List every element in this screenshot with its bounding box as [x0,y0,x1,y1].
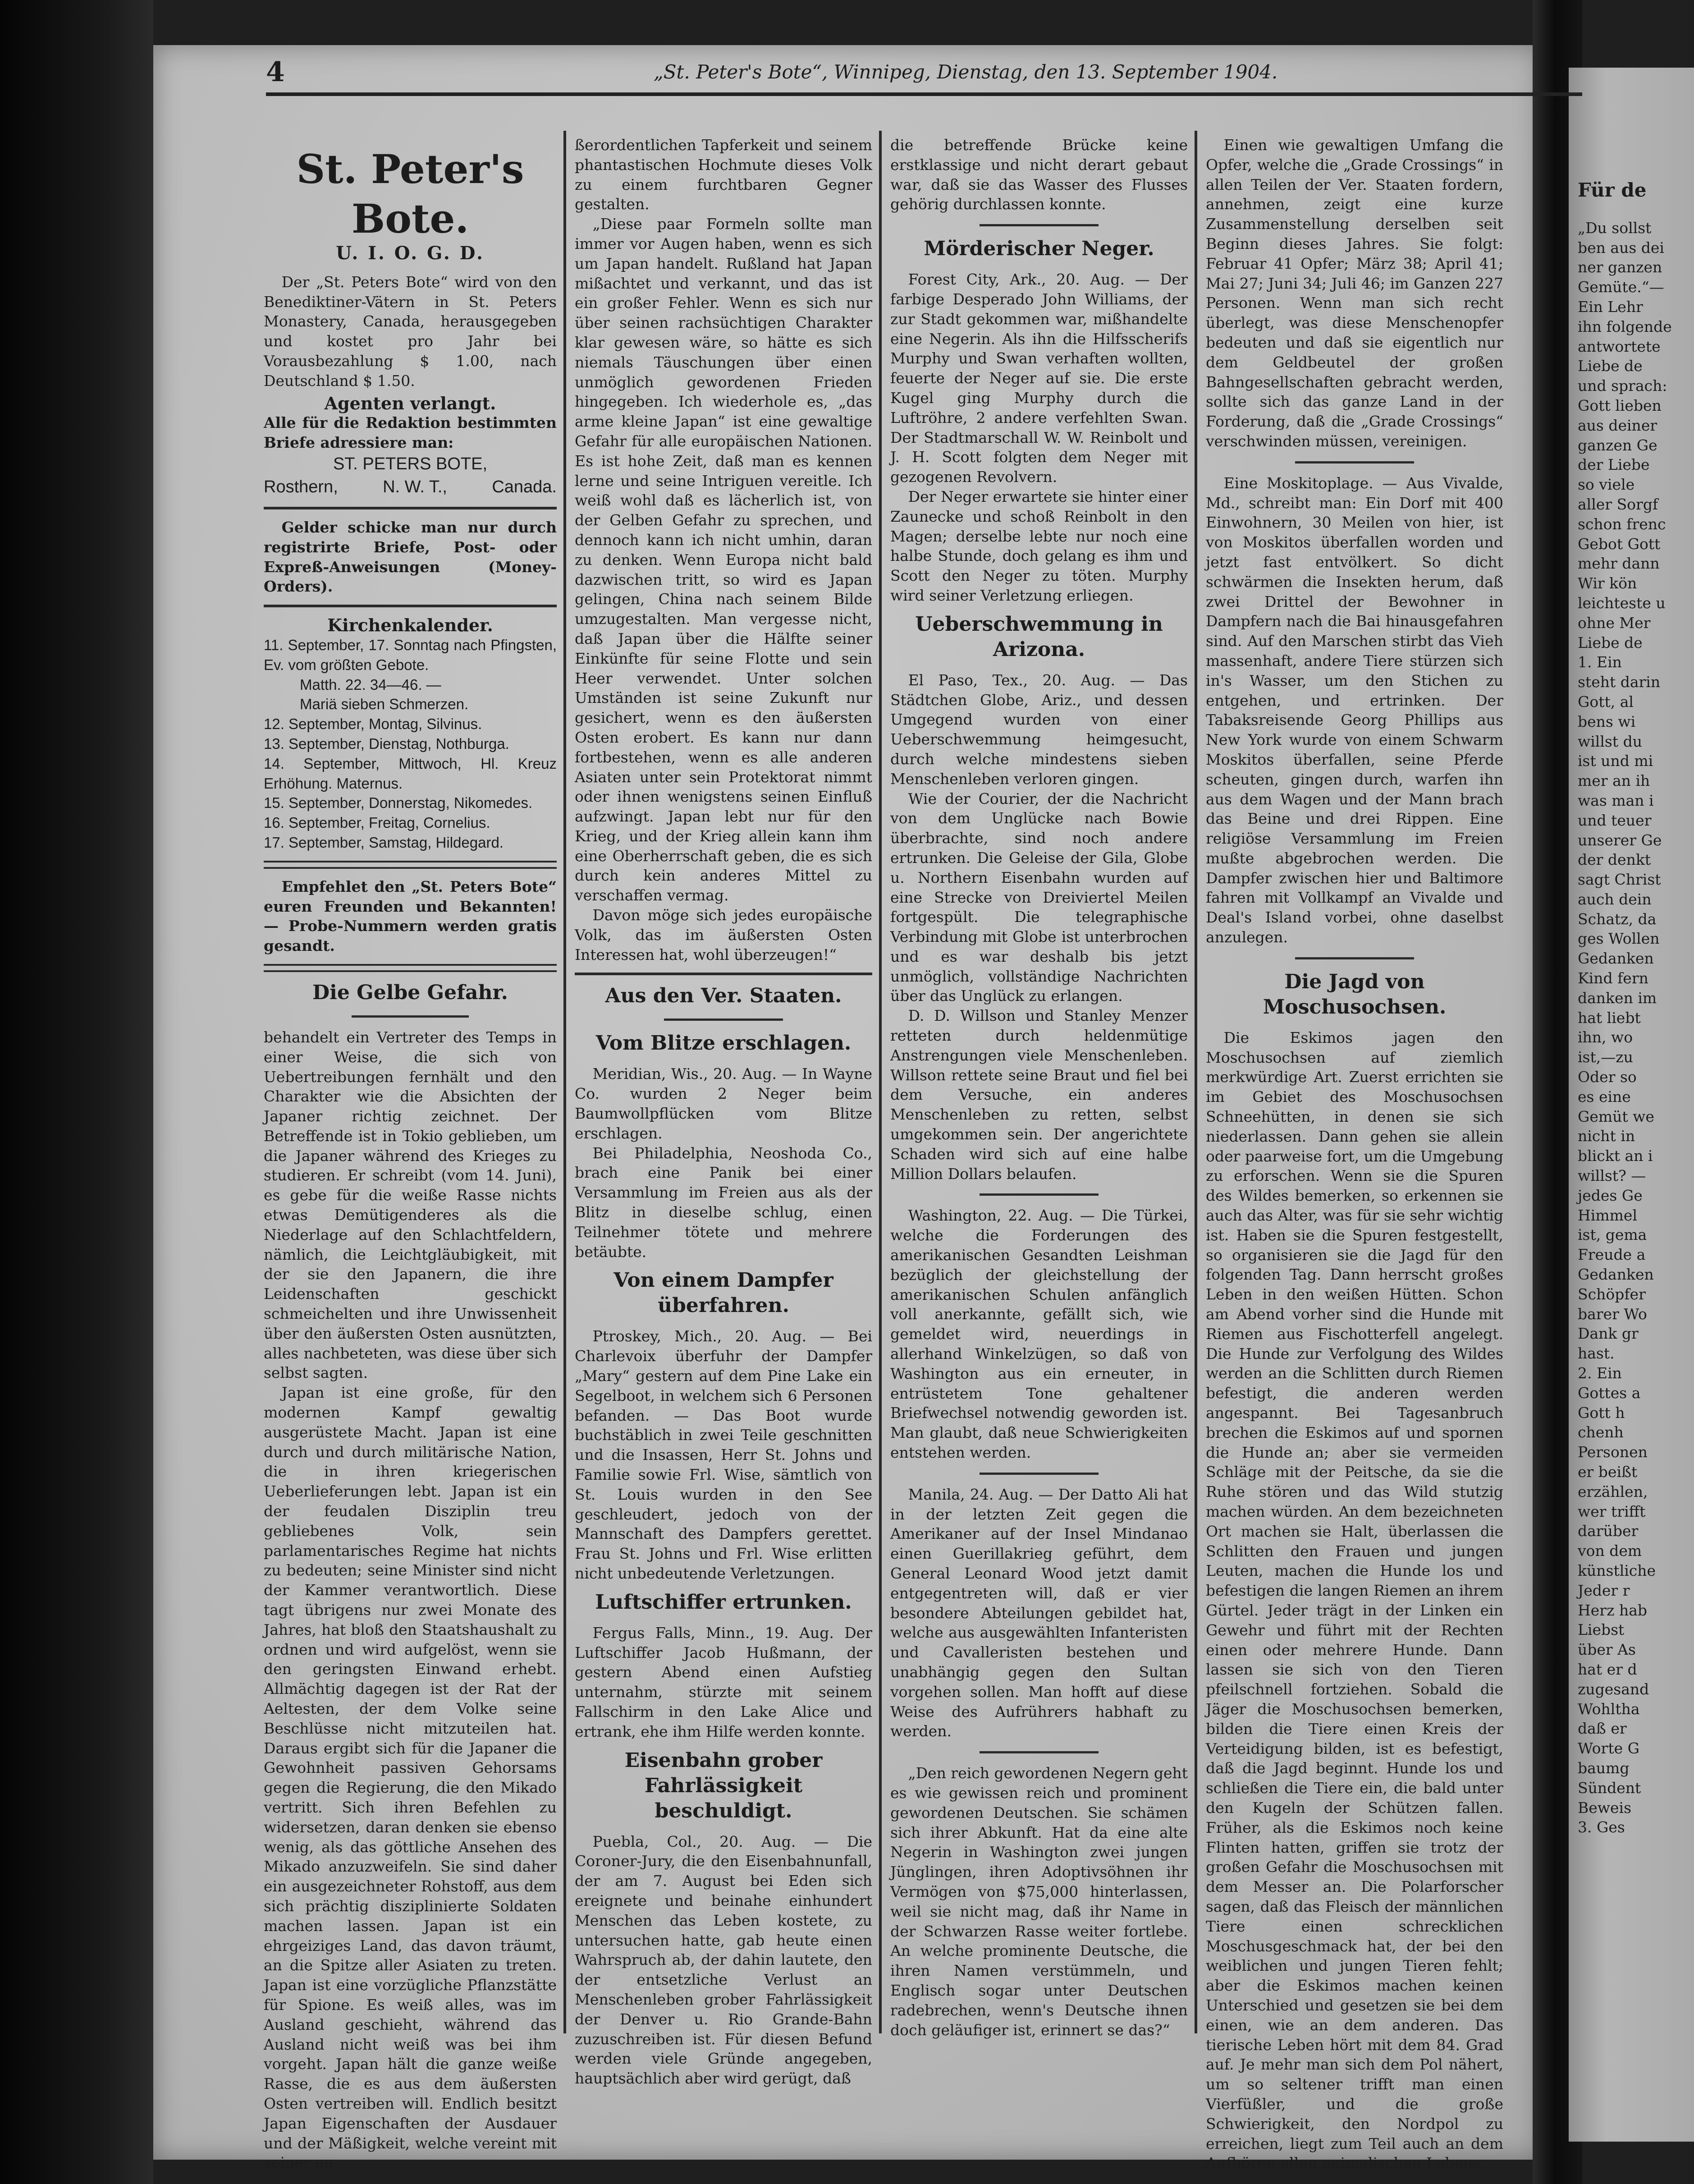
divider [264,861,557,869]
masthead-subtitle: U. I. O. G. D. [336,243,485,264]
article-paragraph: ßerordentlichen Tapferkeit und seinem phantastischen Hochmute dieses Volk zu einem furchtbaren Gegner gestalten. [575,136,872,213]
address-country: Canada. [492,477,557,496]
divider [980,1473,1099,1475]
article-heading: Vom Blitze erschlagen. [595,1032,852,1055]
adjacent-page-line: Beweis [1578,1799,1632,1817]
adjacent-page-line: Himmel [1578,1206,1637,1224]
article-heading: Mörderischer Neger. [924,237,1154,261]
column-rule [879,131,882,2033]
divider [664,1019,783,1021]
adjacent-page-line: Gebot Gott [1578,535,1661,553]
kalender-entry: 16. September, Freitag, Cornelius. [264,814,490,831]
address-intro: Alle für die Redaktion bestimmten Briefe adressiere man: [264,414,557,452]
adjacent-page-line: Wir kön [1578,574,1637,592]
address-line [264,475,557,499]
article-heading: Ueberschwemmung in Arizona. [915,612,1163,661]
adjacent-page-line: ist und mi [1578,752,1653,770]
kalender-list [264,635,557,853]
article-paragraph: behandelt ein Vertreter des Temps in einer Weise, die sich von Uebertreibungen fernhält und den Charakter wie die Absichten der Japaner richtig zeichnet. Der Betreffende ist in Tokio geblieben, um die Japaner während des Krieges zu studieren. Er schreibt (vom 14. Juni), es gebe für die weiße Rasse nichts etwas Demütigenderes als die Niederlage auf den Schlachtfeldern, nämlich, die Leichtgläubigkeit, mit der sie den Japanern, die ihre Leidenschaften geschickt schmeichelten und ihre Unwissenheit über den äußersten Osten ausnützten, alles nachbeteten, was diese über sich selbst sagten. [264,1028,557,1382]
article-paragraph: Japan ist eine große, für den modernen Kampf gewaltig ausgerüstete Macht. Japan ist eine durch und durch militärische Nation, die in ihren kriegerischen Ueberlieferungen lebt. Japan ist ein der feudalen Disziplin treu gebliebenes Volk, sein parlamentarisches Regime hat nichts zu bedeuten; seine Minister sind nicht der Kammer verantwortlich. Diese tagt übrigens nur zwei Monate des Jahres, hat bloß den Staatshaushalt zu ordnen und wird aufgelöst, wenn sie den geringsten Einwand erhebt. Allmächtig dagegen ist der Rat der Aeltesten, der dem Volke seine Beschlüsse nicht mitzuteilen hat. Daraus ergibt sich für die Japaner die Gewohnheit passiven Gehorsams gegen die Regierung, die den Mikado vertritt. Sich ihren Befehlen zu widersetzen, daran denken sie ebenso wenig, als das göttliche Ansehen des Mikado anzuzweifeln. Sie sind daher ein ausgezeichneter Rohstoff, aus dem sich prächtig disziplinierte Soldaten machen lassen. Japan ist ein ehrgeiziges Land, das davon träumt, an die Spitze aller Asiaten zu treten. Japan ist eine vorzügliche Pflanzstätte für Spione. Es weiß alles, was im Ausland geschieht, während das Ausland nicht weiß was bei ihm vorgeht. Japan hält die ganze weiße Rasse, die es aus dem äußersten Osten vertreiben will. Endlich besitzt Japan Eigenschaften der Ausdauer und der Mäßigkeit, welche vereint mit seiner au- [264,1384,557,2172]
divider [980,1193,1099,1196]
kalender-entry: Matth. 22. 34—46. — [300,676,441,693]
article-paragraph: Eine Moskitoplage. — Aus Vivalde, Md., schreibt man: Ein Dorf mit 400 Einwohnern, 30 Meilen von hier, ist von Moskitos überfallen worden und jetzt fast entvölkert. So dicht schwärmen die Insekten herum, daß zwei Drittel der Bewohner in Dampfern nach die Bai hinausgefahren sind. Auf den Marschen stirbt das Vieh massenhaft, andere Tiere stürzen sich in's Wasser, um den Stichen zu entgehen, und ertrinken. Der Tabaksreisende Georg Phillips aus New York wurde von einem Schwarm Moskitos überfallen, seine Pferde scheuten, gingen durch, warfen ihn aus dem Wagen und der Mann brach das Beine und drei Rippen. Eine religiöse Versammlung im Freien mußte abgebrochen werden. Die Dampfer zwischen hier und Baltimore fahren mit Vollkampf an Vivalde und Deal's Island vorbei, ohne daselbst anzulegen. [1206,474,1503,946]
adjacent-page-line: „Du sollst [1578,219,1652,237]
adjacent-page-line: ihn folgende [1578,317,1672,335]
adjacent-page-line: daß er [1578,1720,1627,1738]
divider [1295,957,1414,959]
article-paragraph: El Paso, Tex., 20. Aug. — Das Städtchen Globe, Ariz., und dessen Umgegend wurden von einer Ueberschwemmung heimgesucht, durch welche mindestens sieben Menschenleben verloren gingen. [890,671,1188,788]
adjacent-page-line: auch dein [1578,890,1652,908]
kalender-entry: 13. September, Dienstag, Nothburga. [264,735,509,752]
adjacent-page-line: Worte G [1578,1739,1639,1757]
adjacent-page-line: er beißt [1578,1463,1638,1481]
adjacent-page-line: leichteste u [1578,594,1666,612]
adjacent-page-line: aller Sorgf [1578,495,1658,513]
adjacent-page-line: 2. Ein [1578,1364,1622,1382]
kalender-entry: 11. September, 17. Sonntag nach Pfingsten, Ev. vom größten Gebote. [264,636,557,673]
adjacent-page-line: Schöpfer [1578,1285,1646,1303]
adjacent-page-heading: Für de [1578,179,1647,201]
recommend-notice: Empfehlet den „St. Peters Bote“ euren Freunden und Bekannten! — Probe-Nummern werden gratis gesandt. [264,877,557,955]
adjacent-page-line: bens wi [1578,712,1636,730]
adjacent-page-fragment [1569,68,1694,2142]
adjacent-page-line: mer an ih [1578,772,1650,790]
adjacent-page-line: Liebe de [1578,633,1643,652]
adjacent-page-lines [1578,218,1694,1837]
article-paragraph: Wie der Courier, der die Nachricht von dem Unglücke nach Bowie überbrachte, sind noch andere ertrunken. Die Geleise der Gila, Globe u. Northern Eisenbahn wurden auf eine Strecke von Dreiviertel Meilen fortgespült. Die telegraphische Verbindung mit Globe ist unterbrochen und es war deshalb bis jetzt unmöglich, vollständige Nachrichten über das Unglück zu erlangen. [890,789,1188,1005]
column-2 [575,135,872,2088]
adjacent-page-line: blickt an i [1578,1147,1653,1165]
adjacent-page-line: ganzen Ge [1578,436,1657,454]
article-paragraph: „Diese paar Formeln sollte man immer vor Augen haben, wenn es sich um Japan handelt. Rußland hat Japan mißachtet und verkannt, und das ist ein großer Fehler. Wenn es sich nur über seinen rachsüchtigen Charakter klar gewesen wäre, so hätte es sich niemals Täuschungen über einen unmöglich gewordenen Frieden hingegeben. Ich wiederhole es, „das arme kleine Japan“ ist eine gewaltige Gefahr für alle europäischen Nationen. Es ist hohe Zeit, daß man es kennen lerne und seine Intriguen vereitle. Ich weiß wohl daß es lächerlich ist, von der Gelben Gefahr zu sprechen, und dennoch kann ich nicht umhin, daran zu denken. Wenn Europa nicht bald dazwischen tritt, so wird es Japan gelingen, China nach seinem Bilde umzugestalten. Man vergesse nicht, daß Japan über die Hälfte seiner Einkünfte für seine Flotte und sein Heer verwendet. Unter solchen Umständen ist seine Zukunft nur gesichert, wenn es den äußersten Osten erobert. Es kann nur dann fortbestehen, wenn es alle anderen Asiaten unter sein Protektorat nimmt oder ihnen wenigstens seinen Einfluß aufzwingt. Japan lebt nur für den Krieg, und der Krieg allein kann ihm eine Oberherrschaft geben, die es sich durch kein anderes Mittel zu verschaffen vermag. [575,215,872,904]
adjacent-page-line: hat er d [1578,1660,1637,1678]
adjacent-page-line: Jeder r [1578,1581,1630,1599]
divider [264,507,557,509]
divider [1295,461,1414,463]
adjacent-page-line: es eine [1578,1087,1631,1106]
adjacent-page-line: ben aus dei [1578,239,1664,257]
adjacent-page-line: jedes Ge [1578,1186,1643,1204]
article-paragraph: D. D. Willson und Stanley Menzer retteten durch heldenmütige Anstrengungen viele Menschenleben. Willson rettete seine Braut und fiel bei dem Versuche, ein anderes Menschenleben zu retten, selbst umgekommen sein. Der angerichtete Schaden wird sich auf eine halbe Million Dollars belaufen. [890,1007,1188,1183]
adjacent-page-line: chenh [1578,1423,1624,1441]
article-heading: Die Gelbe Gefahr. [312,981,508,1004]
adjacent-page-line: mehr dann [1578,555,1660,573]
adjacent-page-line: willst? — [1578,1167,1646,1185]
adjacent-page-line: Gott, al [1578,693,1634,711]
adjacent-page-line: so viele [1578,476,1635,494]
adjacent-page-line: künstliche [1578,1561,1656,1579]
article-paragraph: Puebla, Col., 20. Aug. — Die Coroner-Jury, die den Eisenbahnunfall, der am 7. August bei Eden sich ereignete und beinahe einhundert Menschen das Leben kostete, zu untersuchen hatte, gab heute einen Wahrspruch ab, der dahin lautete, den der entsetzliche Verlust an Menschenleben grober Fahrlässigkeit der Denver u. Rio Grande-Bahn zuzuschreiben ist. Für diesen Befund werden viele Gründe angegeben, hauptsächlich aber wird gerügt, daß [575,1832,872,2088]
kalender-entry: 15. September, Donnerstag, Nikomedes. [264,794,533,812]
article-paragraph: Meridian, Wis., 20. Aug. — In Wayne Co. wurden 2 Neger beim Baumwollpflücken vom Blitze erschlagen. [575,1065,872,1142]
scan-background-left [0,0,153,2184]
article-heading: Eisenbahn grober Fahrlässigkeit beschuldigt. [624,1748,823,1822]
kalender-entry: 17. September, Samstag, Hildegard. [264,834,504,851]
page-header [266,52,1582,106]
adjacent-page-line: steht darin [1578,673,1661,691]
header-rule [266,92,1582,96]
running-head: „St. Peter's Bote“, Winnipeg, Dienstag, den 13. September 1904. [654,61,1278,83]
adjacent-page-line: sagt Christ [1578,871,1661,889]
adjacent-page-line: wer trifft [1578,1502,1646,1520]
adjacent-page-line: hat liebt [1578,1009,1641,1027]
adjacent-page-line: hast. [1578,1344,1615,1363]
divider [980,1751,1099,1753]
address-name: ST. PETERS BOTE, [333,454,488,473]
adjacent-page-line: antwortete [1578,337,1661,355]
article-heading: Luftschiffer ertrunken. [595,1590,852,1614]
adjacent-page-line: ohne Mer [1578,614,1651,632]
adjacent-page-line: Sündent [1578,1779,1641,1797]
adjacent-page-line: Liebst [1578,1621,1625,1639]
adjacent-page-line: der Liebe [1578,456,1650,474]
article-heading: Von einem Dampfer überfahren. [614,1269,833,1317]
adjacent-page-line: nicht in [1578,1127,1635,1145]
adjacent-page-line: darüber [1578,1522,1639,1540]
money-note: Gelder schicke man nur durch registrirte Briefe, Post- oder Expreß-Anweisungen (Money-Orders). [264,518,557,596]
article-paragraph: die betreffende Brücke keine erstklassige und nicht derart gebaut war, daß sie das Wasser des Flusses gehörig durchlassen konnte. [890,136,1188,213]
article-paragraph: „Den reich gewordenen Negern geht es wie gewissen reich und prominent gewordenen Deutschen. Sie schämen sich ihrer Abkunft. Hat da eine alte Negerin in Washington zwei jungen Jünglingen, ihren Adoptivsöhnen ihr Vermögen von $75,000 hinterlassen, weil sie nicht mag, daß ihr Name in der Schwarzen Rasse weiter fortlebe. An welche prominente Deutsche, die ihren Namen verstümmeln, und Englisch sogar unter Deutschen radebrechen, wenn's Deutsche ihnen doch geläufiger ist, erinnert se das?“ [890,1764,1188,2039]
divider [575,973,872,975]
adjacent-page-line: 1. Ein [1578,653,1622,671]
divider [264,964,557,972]
adjacent-page-line: ges Wollen [1578,930,1660,948]
adjacent-page-line: Gottes a [1578,1384,1641,1402]
address-region: N. W. T., [383,477,447,496]
adjacent-page-line: ner ganzen [1578,258,1662,276]
divider [980,224,1099,226]
article-paragraph: Davon möge sich jedes europäische Volk, das im äußersten Osten Interessen hat, wohl überzeugen!“ [575,906,872,964]
column-3 [890,135,1188,2040]
adjacent-page-line: barer Wo [1578,1305,1647,1323]
article-paragraph: Bei Philadelphia, Neoshoda Co., brach eine Panik bei einer Versammlung im Freien aus als der Blitz in dieselbe schlug, einen Teilnehmer tötete und mehrere betäubte. [575,1144,872,1261]
adjacent-page-line: Gott h [1578,1404,1625,1422]
adjacent-page-line: und sprach: [1578,377,1667,395]
adjacent-page-line: Oder so [1578,1068,1637,1086]
article-paragraph: Die Eskimos jagen den Moschusochsen auf ziemlich merkwürdige Art. Zuerst errichten sie im Gebiet des Moschusochsen Schneehütten, in denen sie sich niederlassen. Dann gehen sie allein oder paarweise fort, um die Umgebung zu erforschen. Wenn sie die Spuren des Wildes bemerken, so erkennen sie auch das Alter, was für sie sehr wichtig ist. Haben sie die Spuren festgestellt, so organisieren sie die Jagd für den folgenden Tag. Dann herrscht großes Leben in den weißen Hütten. Schon am Abend vorher sind die Hunde mit Riemen aus Fischotterfell angelegt. Die Hunde zur Verfolgung des Wildes werden an die Schlitten durch Riemen befestigt, die anderen werden angespannt. Bei Tagesanbruch brechen die Eskimos auf und spornen die Hunde an; aber sie vermeiden Schläge mit der Peitsche, da sie die Ruhe stören und das Wild stutzig machen würden. An dem bezeichneten Ort machen sie Halt, überlassen die Schlitten den Frauen und jungen Leuten, machen die Hunde los und befestigen die langen Riemen an ihrem Gürtel. Jeder trägt in der Linken ein Gewehr und führt mit der Rechten einen oder mehrere Hunde. Dann lassen sie sich von den Tieren pfeilschnell fortziehen. Sobald die Jäger die Moschusochsen bemerken, bilden die Tiere einen Kreis der Verteidigung bilden, ist es befestigt, daß die Jagd beginnt. Hunde los und schließen die Tiere ein, die bald unter den Kugeln der Schützen fallen. Früher, als die Eskimos noch keine Flinten hatten, griffen sie trotz der großen Gefahr die Moschusochsen mit dem Messer an. Die Polarforscher sagen, daß das Fleisch der männlichen Tiere einen schrecklichen Moschusgeschmack hat, der bei den weiblichen und jungen Tieren fehlt; aber die Eskimos machen keinen Unterschied und gesetzen sie bei dem einen, wie an dem anderen. Das tierische Leben hört mit dem 84. Grad auf. Je mehr man sich dem Pol nähert, um so seltener trifft man einen Vierfüßler, und die große Schwierigkeit, den Nordpol zu erreichen, liegt zum Teil auch an dem Aufhören allen animalischen Lebens. [1206,1028,1503,2172]
adjacent-page-line: schon frenc [1578,515,1666,533]
adjacent-page-line: erzählen, [1578,1482,1648,1500]
article-paragraph: Fergus Falls, Minn., 19. Aug. Der Luftschiffer Jacob Hußmann, der gestern Abend einen Aufstieg unternahm, stürzte mit seinem Fallschirm in den Lake Alice und ertrank, ehe ihm Hilfe werden konnte. [575,1624,872,1740]
adjacent-page-line: ihn, wo [1578,1028,1633,1046]
article-paragraph: Einen wie gewaltigen Umfang die Opfer, welche die „Grade Crossings“ in allen Teilen der Ver. Staaten fordern, annehmen, zeigt eine kurze Zusammenstellung derselben seit Beginn dieses Jahres. Sie folgt: Februar 41 Opfer; März 38; April 41; Mai 27; Juni 34; Juli 46; im Ganzen 227 Personen. Wenn man sich recht überlegt, was diese Menschenopfer bedeuten und daß sie eigentlich nur dem Geldbeutel der großen Bahngesellschaften gebracht werden, sollte sich das ganze Land in der Forderung, daß die „Grade Crossings“ verschwinden müssen, vereinigen. [1206,136,1503,450]
adjacent-page-line: Gedanken [1578,950,1654,968]
adjacent-page-line: unserer Ge [1578,831,1662,849]
adjacent-page-line: Gedanken [1578,1266,1654,1284]
adjacent-page-line: baumg [1578,1759,1630,1777]
adjacent-page-line: 3. Ges [1578,1818,1625,1836]
masthead-intro: Der „St. Peters Bote“ wird von den Benediktiner-Vätern in St. Peters Monastery, Canada, herausgegeben und kostet pro Jahr bei Vorausbezahlung $ 1.00, nach Deutschland $ 1.50. [264,273,557,390]
adjacent-page-line: was man i [1578,791,1654,809]
section-heading: Aus den Ver. Staaten. [605,984,842,1008]
article-paragraph: Manila, 24. Aug. — Der Datto Ali hat in der letzten Zeit gegen die Amerikaner auf der Insel Mindanao einen Guerillakrieg geführt, dem General Leonard Wood jetzt damit entgegentreten will, daß er vier besondere Abteilungen gebildet hat, welche aus ausgewählten Infanteristen und Cavalleristen bestehen und unabhängig gegen den Sultan vorgehen sollen. Man hofft auf diese Weise des Aufrührers habhaft zu werden. [890,1485,1188,1740]
column-rule [563,131,566,2033]
adjacent-page-line: willst du [1578,732,1642,750]
adjacent-page-line: danken im [1578,989,1657,1007]
adjacent-page-line: der denkt [1578,851,1651,869]
article-paragraph: Ptroskey, Mich., 20. Aug. — Bei Charlevoix überfuhr der Dampfer „Mary“ gestern auf dem Pine Lake ein Segelboot, in welchem sich 6 Personen befanden. — Das Boot wurde buchstäblich in zwei Teile geschnitten und die Insassen, Herr St. Johns und Familie sowie Frl. Wise, sämtlich von St. Louis wurden in den See geschleudert, jedoch von der Mannschaft des Dampfers gerettet. Frau St. Johns und Frl. Wise erlitten nicht unbedeutende Verletzungen. [575,1327,872,1582]
adjacent-page-line: über As [1578,1641,1636,1659]
kalender-entry: 12. September, Montag, Silvinus. [264,716,482,733]
adjacent-page-line: aus deiner [1578,416,1657,434]
adjacent-page-line: Liebe de [1578,357,1643,375]
kalender-entry: Mariä sieben Schmerzen. [300,696,469,713]
adjacent-page-line: Wohltha [1578,1700,1640,1718]
adjacent-page-line: Freude a [1578,1246,1646,1264]
article-paragraph: Der Neger erwartete sie hinter einer Zaunecke und schoß Reinbolt in den Magen; derselbe lebte nur noch eine halbe Stunde, doch gelang es ihm und Scott den Neger zu töten. Murphy wird seiner Verletzung erliegen. [890,487,1188,604]
article-paragraph: Washington, 22. Aug. — Die Türkei, welche die Forderungen des amerikanischen Gesandten Leishman bezüglich der gleichstellung der amerikanischen Schulen anfänglich voll anerkannte, gefällt sich, wie gemeldet wird, neuerdings in allerhand Winkelzügen, so daß von Washington aus ein erneuter, in entrüstetem Tone gehaltener Briefwechsel notwendig geworden ist. Man glaubt, daß neue Schwierigkeiten entstehen werden. [890,1207,1188,1462]
kalender-entry: 14. September, Mittwoch, Hl. Kreuz Erhöhung. Maternus. [264,755,557,792]
address-place: Rosthern, [264,477,338,496]
adjacent-page-line: Gott lieben [1578,396,1662,414]
masthead-title: St. Peter's Bote. [296,146,524,242]
divider [352,1015,469,1018]
adjacent-page-line: ist, gema [1578,1226,1647,1244]
adjacent-page-line: von dem [1578,1542,1642,1560]
kalender-heading: Kirchenkalender. [327,615,493,636]
adjacent-page-line: und teuer [1578,811,1652,829]
article-heading: Die Jagd von Moschusochsen. [1263,970,1447,1019]
agents-heading: Agenten verlangt. [324,393,496,413]
adjacent-page-line: Gemüt we [1578,1107,1654,1125]
column-1 [264,135,557,2173]
adjacent-page-line: Schatz, da [1578,910,1657,928]
adjacent-page-line: Gemüte.“— [1578,278,1664,296]
article-paragraph: Forest City, Ark., 20. Aug. — Der farbige Desperado John Williams, der zur Stadt gekommen war, mißhandelte eine Negerin. Als ihn die Hilfsscherifs Murphy und Swan verhaften wollten, feuerte der Neger auf sie. Die erste Kugel ging Murphy durch die Luftröhre, 2 andere verfehlten Swan. Der Stadtmarschall W. W. Reinbolt und J. H. Scott folgten dem Neger mit gezogenen Revolvern. [890,271,1188,486]
divider [264,605,557,607]
page-number: 4 [266,56,285,88]
adjacent-page-line: Ein Lehr [1578,298,1643,316]
adjacent-page-line: zugesand [1578,1680,1649,1698]
adjacent-page-line: Dank gr [1578,1325,1639,1343]
adjacent-page-line: Personen [1578,1443,1648,1461]
adjacent-page-line: Kind fern [1578,969,1648,987]
column-rule [1195,131,1197,2033]
adjacent-page-line: ist,—zu [1578,1048,1633,1066]
column-4 [1206,135,1503,2173]
adjacent-page-line: Herz hab [1578,1601,1648,1619]
